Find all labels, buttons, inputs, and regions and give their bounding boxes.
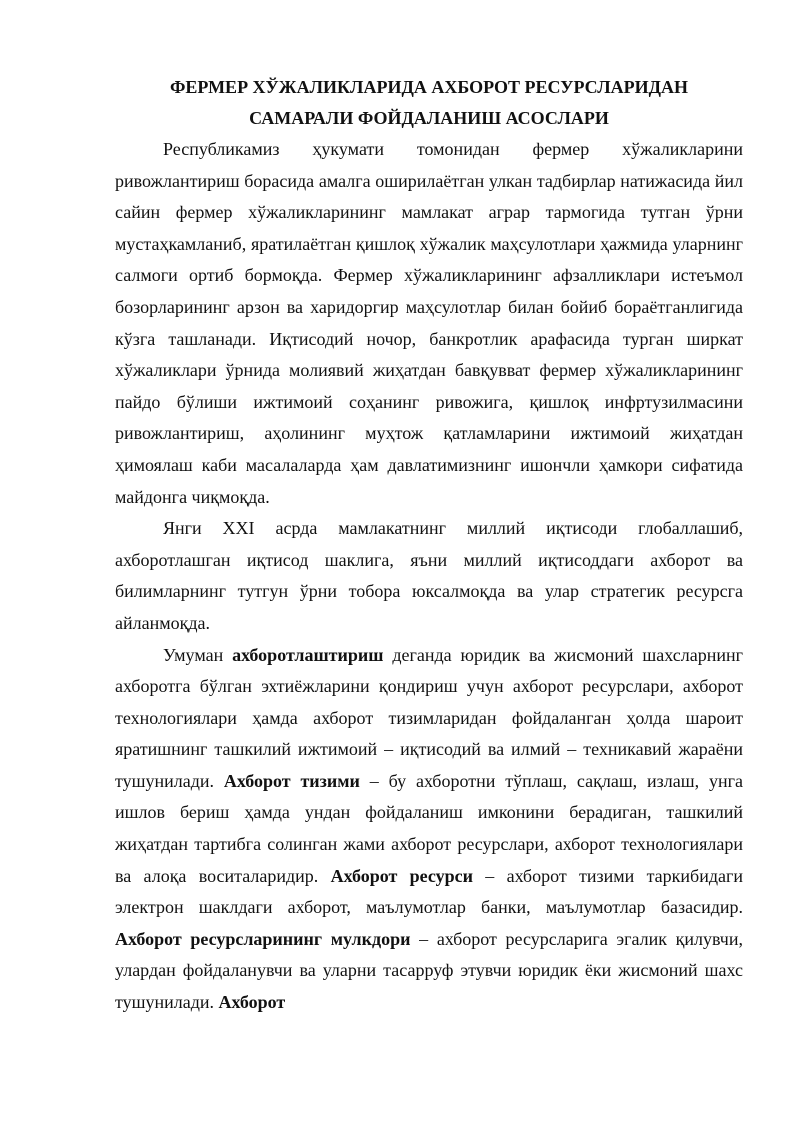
paragraph-3 — [115, 640, 743, 1019]
paragraph-3-text-3: – бу ахборотни тўплаш, сақлаш, излаш, унга ишлов бериш ҳамда ундан фойдаланиш имконини берадиган, ташкилий жиҳатдан тартибга солинган жами ахборот ресурслари, ахборот технологиялари ва алоқа воситаларидир. — [115, 770, 743, 886]
term-informatization: ахборотлаштириш — [232, 644, 384, 665]
term-information-system: Ахборот тизими — [223, 770, 360, 791]
paragraph-3-text-4: – ахборот тизими таркибидаги электрон шаклдаги ахборот, маълумотлар банки, маълумотлар базасидир. — [115, 865, 743, 918]
term-resource-owner: Ахборот ресурсларининг мулкдори — [115, 928, 411, 949]
paragraph-3-text-1: Умуман — [163, 644, 233, 665]
document-title — [115, 72, 743, 134]
term-information-continued: Ахборот — [218, 992, 286, 1013]
title-line-1: ФЕРМЕР ХЎЖАЛИКЛАРИДА АХБОРОТ РЕСУРСЛАРИДАН — [169, 77, 689, 97]
paragraph-3-text-5: – ахборот ресурсларига эгалик қилувчи, улардан фойдаланувчи ва уларни тасарруф этувчи юридик ёки жисмоний шахс тушунилади. — [115, 928, 743, 1013]
paragraph-3-text-2: деганда юридик ва жисмоний шахсларнинг ахборотга бўлган эхтиёжларини қондириш учун ахборот ресурслари, ахборот технологиялари ҳамда ахборот тизимларидан фойдаланган ҳолда шароит яратишнинг ташкилий ижтимоий – иқтисодий ва илмий – техникавий жараёни тушунилади. — [115, 644, 743, 791]
term-information-resource: Ахборот ресурси — [330, 865, 473, 886]
paragraph-1: Республикамиз ҳукумати томонидан фермер хўжаликларини ривожлантириш борасида амалга оширилаётган улкан тадбирлар натижасида йил сайин фермер хўжаликларининг мамлакат аграр тармогида тутган ўрни мустаҳкамланиб, яратилаётган қишлоқ хўжалик маҳсулотлари ҳажмида уларнинг салмоги ортиб бормоқда. Фермер хўжаликларининг афзалликлари истеъмол бозорларининг арзон ва харидоргир маҳсулотлар билан бойиб бораётганлигида кўзга ташланади. Иқтисодий ночор, банкротлик арафасида турган ширкат хўжаликлари ўрнида молиявий жиҳатдан бавқувват фермер хўжаликларининг пайдо бўлиши ижтимоий соҳанинг ривожига, қишлоқ инфртузилмасини ривожлантириш, аҳолининг муҳтож қатламларини ижтимоий жиҳатдан ҳимоялаш каби масалаларда ҳам давлатимизнинг ишончли ҳамкори сифатида майдонга чиқмоқда. — [115, 139, 743, 507]
paragraph-2: Янги XXI асрда мамлакатнинг миллий иқтисоди глобаллашиб, ахборотлашган иқтисод шаклига, яъни миллий иқтисоддаги ахборот ва билимларнинг тутгун ўрни тобора юксалмоқда ва улар стратегик ресурсга айланмоқда. — [115, 518, 743, 633]
title-line-2: САМАРАЛИ ФОЙДАЛАНИШ АСОСЛАРИ — [249, 108, 609, 128]
